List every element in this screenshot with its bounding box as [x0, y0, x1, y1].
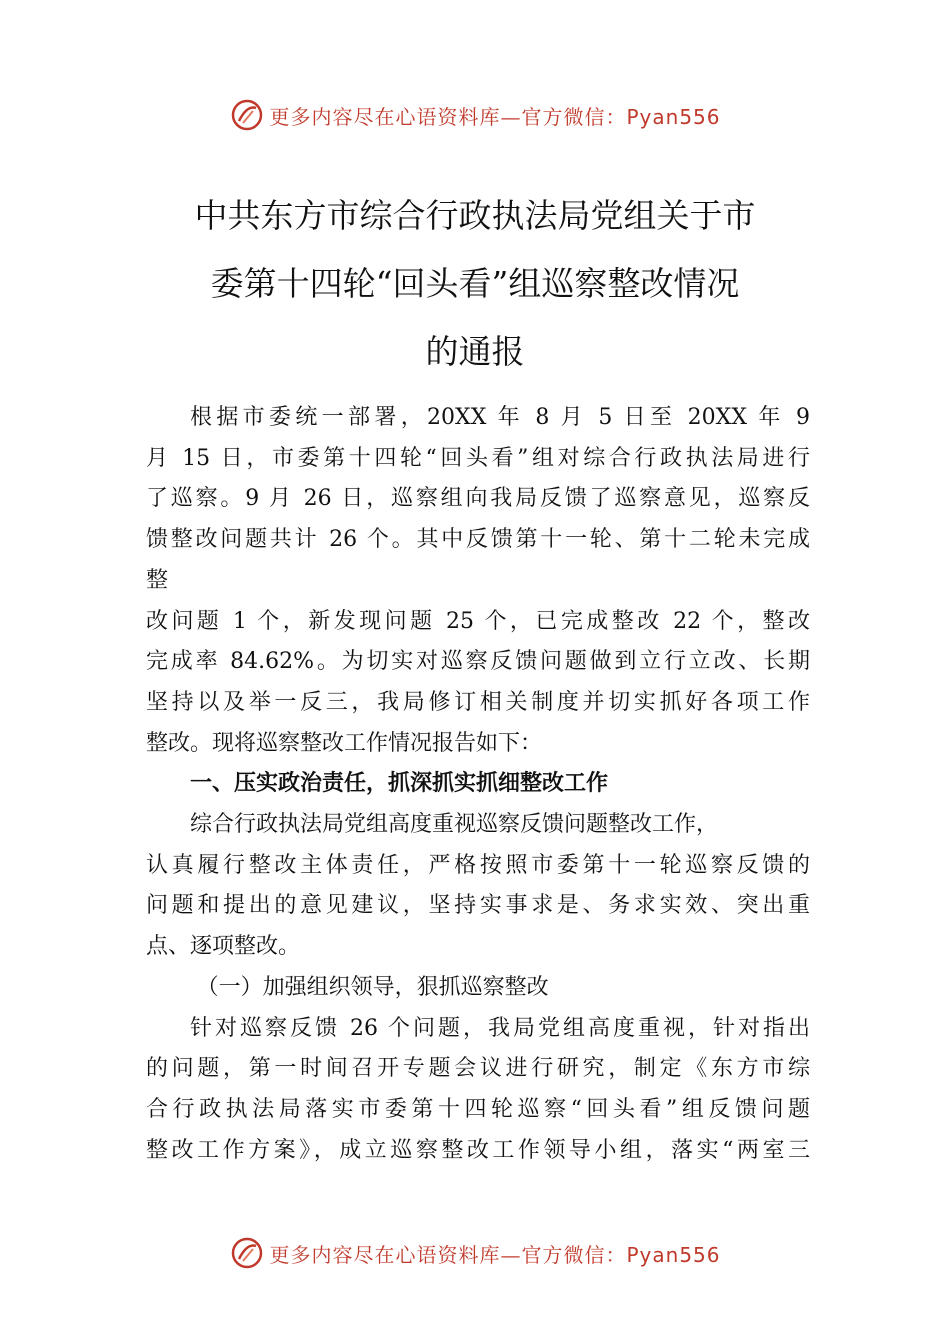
logo-icon — [229, 1235, 265, 1271]
paragraph-line: 整 — [146, 567, 169, 593]
banner-text: 更多内容尽在心语资料库—官方微信： — [269, 1242, 627, 1267]
header-banner — [0, 95, 950, 135]
paragraph-line: 整改。现将巡察整改工作情况报告如下： — [146, 730, 543, 756]
paragraph-line: 点、逐项整改。 — [146, 934, 301, 960]
title-line: 的通报 — [425, 332, 525, 371]
paragraph-line: 综合行政执法局党组高度重视巡察反馈问题整改工作， — [190, 812, 719, 838]
paragraph-line: 了巡察。9 月 26 日，巡察组向我局反馈了巡察意见，巡察反 — [146, 486, 810, 512]
title-line: 委第十四轮“回头看”组巡察整改情况 — [210, 264, 740, 303]
paragraph-line: 坚持以及举一反三，我局修订相关制度并切实抓好各项工作 — [146, 689, 810, 715]
document-title — [0, 182, 950, 386]
paragraph-line: 改问题 1 个，新发现问题 25 个，已完成整改 22 个，整改 — [146, 608, 810, 634]
paragraph-line: 针对巡察反馈 26 个问题，我局党组高度重视，针对指出 — [190, 1015, 810, 1041]
paragraph-line: 整改工作方案》，成立巡察整改工作领导小组，落实“两室三 — [146, 1137, 810, 1163]
paragraph-line: 的问题，第一时间召开专题会议进行研究，制定《东方市综 — [146, 1056, 810, 1082]
paragraph-line: 月 15 日，市委第十四轮“回头看”组对综合行政执法局进行 — [146, 445, 810, 471]
footer-banner — [0, 1233, 950, 1273]
subsection-heading: （一）加强组织领导，狠抓巡察整改 — [196, 974, 549, 1000]
section-heading: 一、压实政治责任，抓深抓实抓细整改工作 — [190, 771, 609, 797]
paragraph-line: 馈整改问题共计 26 个。其中反馈第十一轮、第十二轮未完成 — [146, 527, 810, 553]
paragraph-line: 合行政执法局落实市委第十四轮巡察“回头看”组反馈问题 — [146, 1096, 810, 1122]
banner-wechat-id: Pyan556 — [626, 104, 721, 129]
banner-text: 更多内容尽在心语资料库—官方微信： — [269, 104, 627, 129]
logo-icon — [229, 97, 265, 133]
document-body — [146, 398, 810, 1171]
banner-wechat-id: Pyan556 — [626, 1242, 721, 1267]
title-line: 中共东方市综合行政执法局党组关于市 — [194, 196, 756, 235]
paragraph-line: 认真履行整改主体责任，严格按照市委第十一轮巡察反馈的 — [146, 852, 810, 878]
banner-label — [269, 1239, 720, 1268]
paragraph-line: 问题和提出的意见建议，坚持实事求是、务求实效、突出重 — [146, 893, 810, 919]
banner-label — [269, 101, 720, 130]
paragraph-line: 完成率 84.62%。为切实对巡察反馈问题做到立行立改、长期 — [146, 649, 810, 675]
paragraph-line: 根据市委统一部署，20XX 年 8 月 5 日至 20XX 年 9 — [190, 405, 810, 430]
